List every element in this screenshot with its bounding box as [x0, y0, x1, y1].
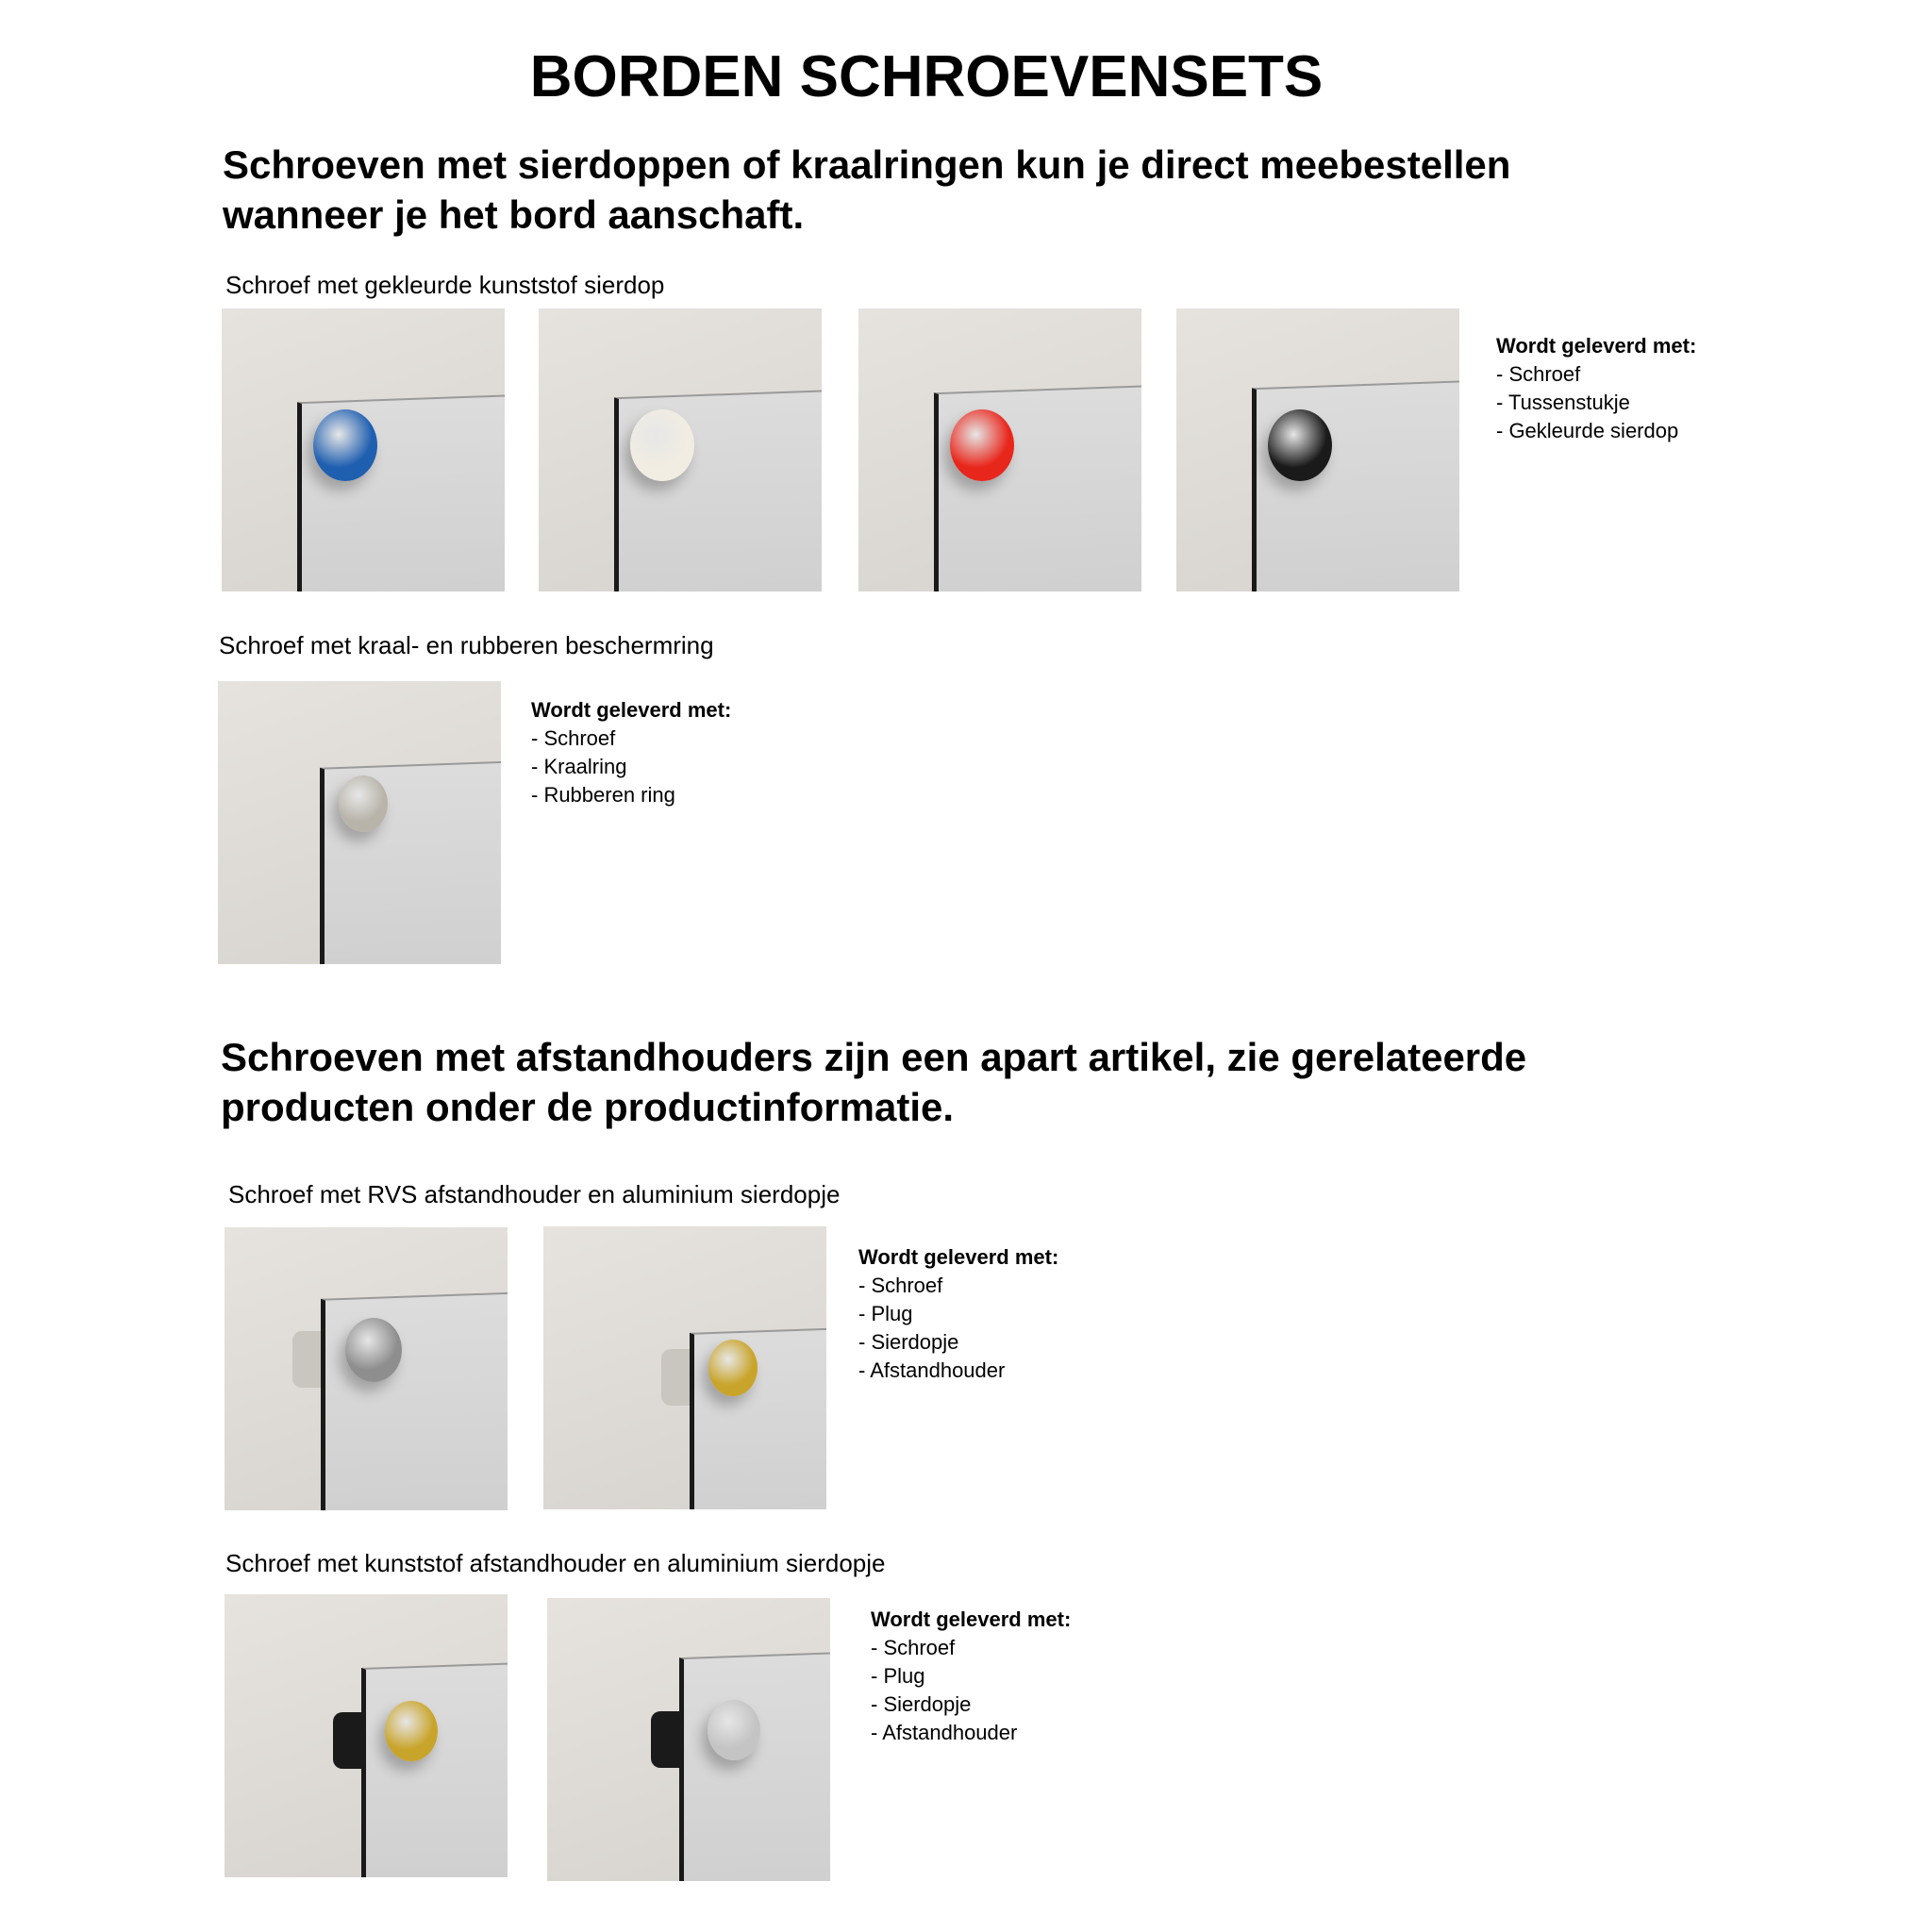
delivered-list [531, 696, 731, 809]
screw-cap [708, 1340, 758, 1396]
delivered-title: Wordt geleverd met: [1496, 334, 1697, 358]
caption-plastic-standoff: Schroef met kunststof afstandhouder en aluminium sierdopje [225, 1549, 886, 1577]
caption-rvs-standoff: Schroef met RVS afstandhouder en aluminium sierdopje [228, 1180, 841, 1208]
screw-cap [313, 409, 377, 481]
delivered-title: Wordt geleverd met: [531, 698, 732, 722]
screw-cap [1268, 409, 1332, 481]
product-photo [218, 681, 501, 964]
section2-heading [221, 1032, 1526, 1132]
caption-bead-ring: Schroef met kraal- en rubberen beschermring [219, 631, 714, 659]
delivered-list [871, 1606, 1071, 1747]
heading-line: Schroeven met sierdoppen of kraalringen kun je direct meebestellen [223, 142, 1511, 187]
product-photo [222, 308, 505, 591]
product-photo [1176, 308, 1459, 591]
screw-cap [708, 1700, 760, 1760]
delivered-item: - Plug [858, 1302, 913, 1325]
heading-line: wanneer je het bord aanschaft. [223, 192, 805, 237]
screw-cap [630, 409, 694, 481]
delivered-item: - Afstandhouder [871, 1721, 1018, 1744]
screw-cap [339, 775, 388, 832]
delivered-item: - Tussenstukje [1496, 391, 1630, 414]
product-photo [858, 308, 1141, 591]
board-panel [361, 1662, 508, 1877]
delivered-list [858, 1243, 1058, 1385]
product-photo [225, 1594, 508, 1877]
delivered-item: - Plug [871, 1664, 925, 1688]
heading-line: producten onder de productinformatie. [221, 1085, 955, 1129]
board-panel [321, 1291, 508, 1510]
heading-line: Schroeven met afstandhouders zijn een apart artikel, zie gerelateerde [221, 1035, 1527, 1079]
product-photo [539, 308, 822, 591]
delivered-item: - Gekleurde sierdop [1496, 419, 1679, 442]
delivered-item: - Schroef [1496, 362, 1581, 386]
delivered-item: - Schroef [531, 726, 616, 750]
section1-heading [223, 140, 1510, 240]
page-title: BORDEN SCHROEVENSETS [529, 44, 1324, 109]
product-photo [225, 1227, 508, 1510]
delivered-item: - Schroef [858, 1274, 943, 1297]
product-photo [543, 1226, 826, 1509]
delivered-item: - Schroef [871, 1636, 956, 1659]
delivered-item: - Sierdopje [858, 1330, 959, 1354]
screw-cap [385, 1701, 438, 1761]
delivered-item: - Sierdopje [871, 1692, 972, 1716]
delivered-item: - Rubberen ring [531, 783, 675, 807]
delivered-item: - Afstandhouder [858, 1358, 1006, 1382]
delivered-item: - Kraalring [531, 755, 627, 778]
board-panel [679, 1652, 830, 1881]
board-panel [1252, 380, 1459, 591]
caption-colored-cap: Schroef met gekleurde kunststof sierdop [225, 271, 665, 299]
delivered-list [1496, 332, 1696, 445]
screw-cap [950, 409, 1014, 481]
product-photo [547, 1598, 830, 1881]
delivered-title: Wordt geleverd met: [871, 1607, 1072, 1631]
screw-cap [345, 1318, 402, 1382]
delivered-title: Wordt geleverd met: [858, 1245, 1059, 1269]
